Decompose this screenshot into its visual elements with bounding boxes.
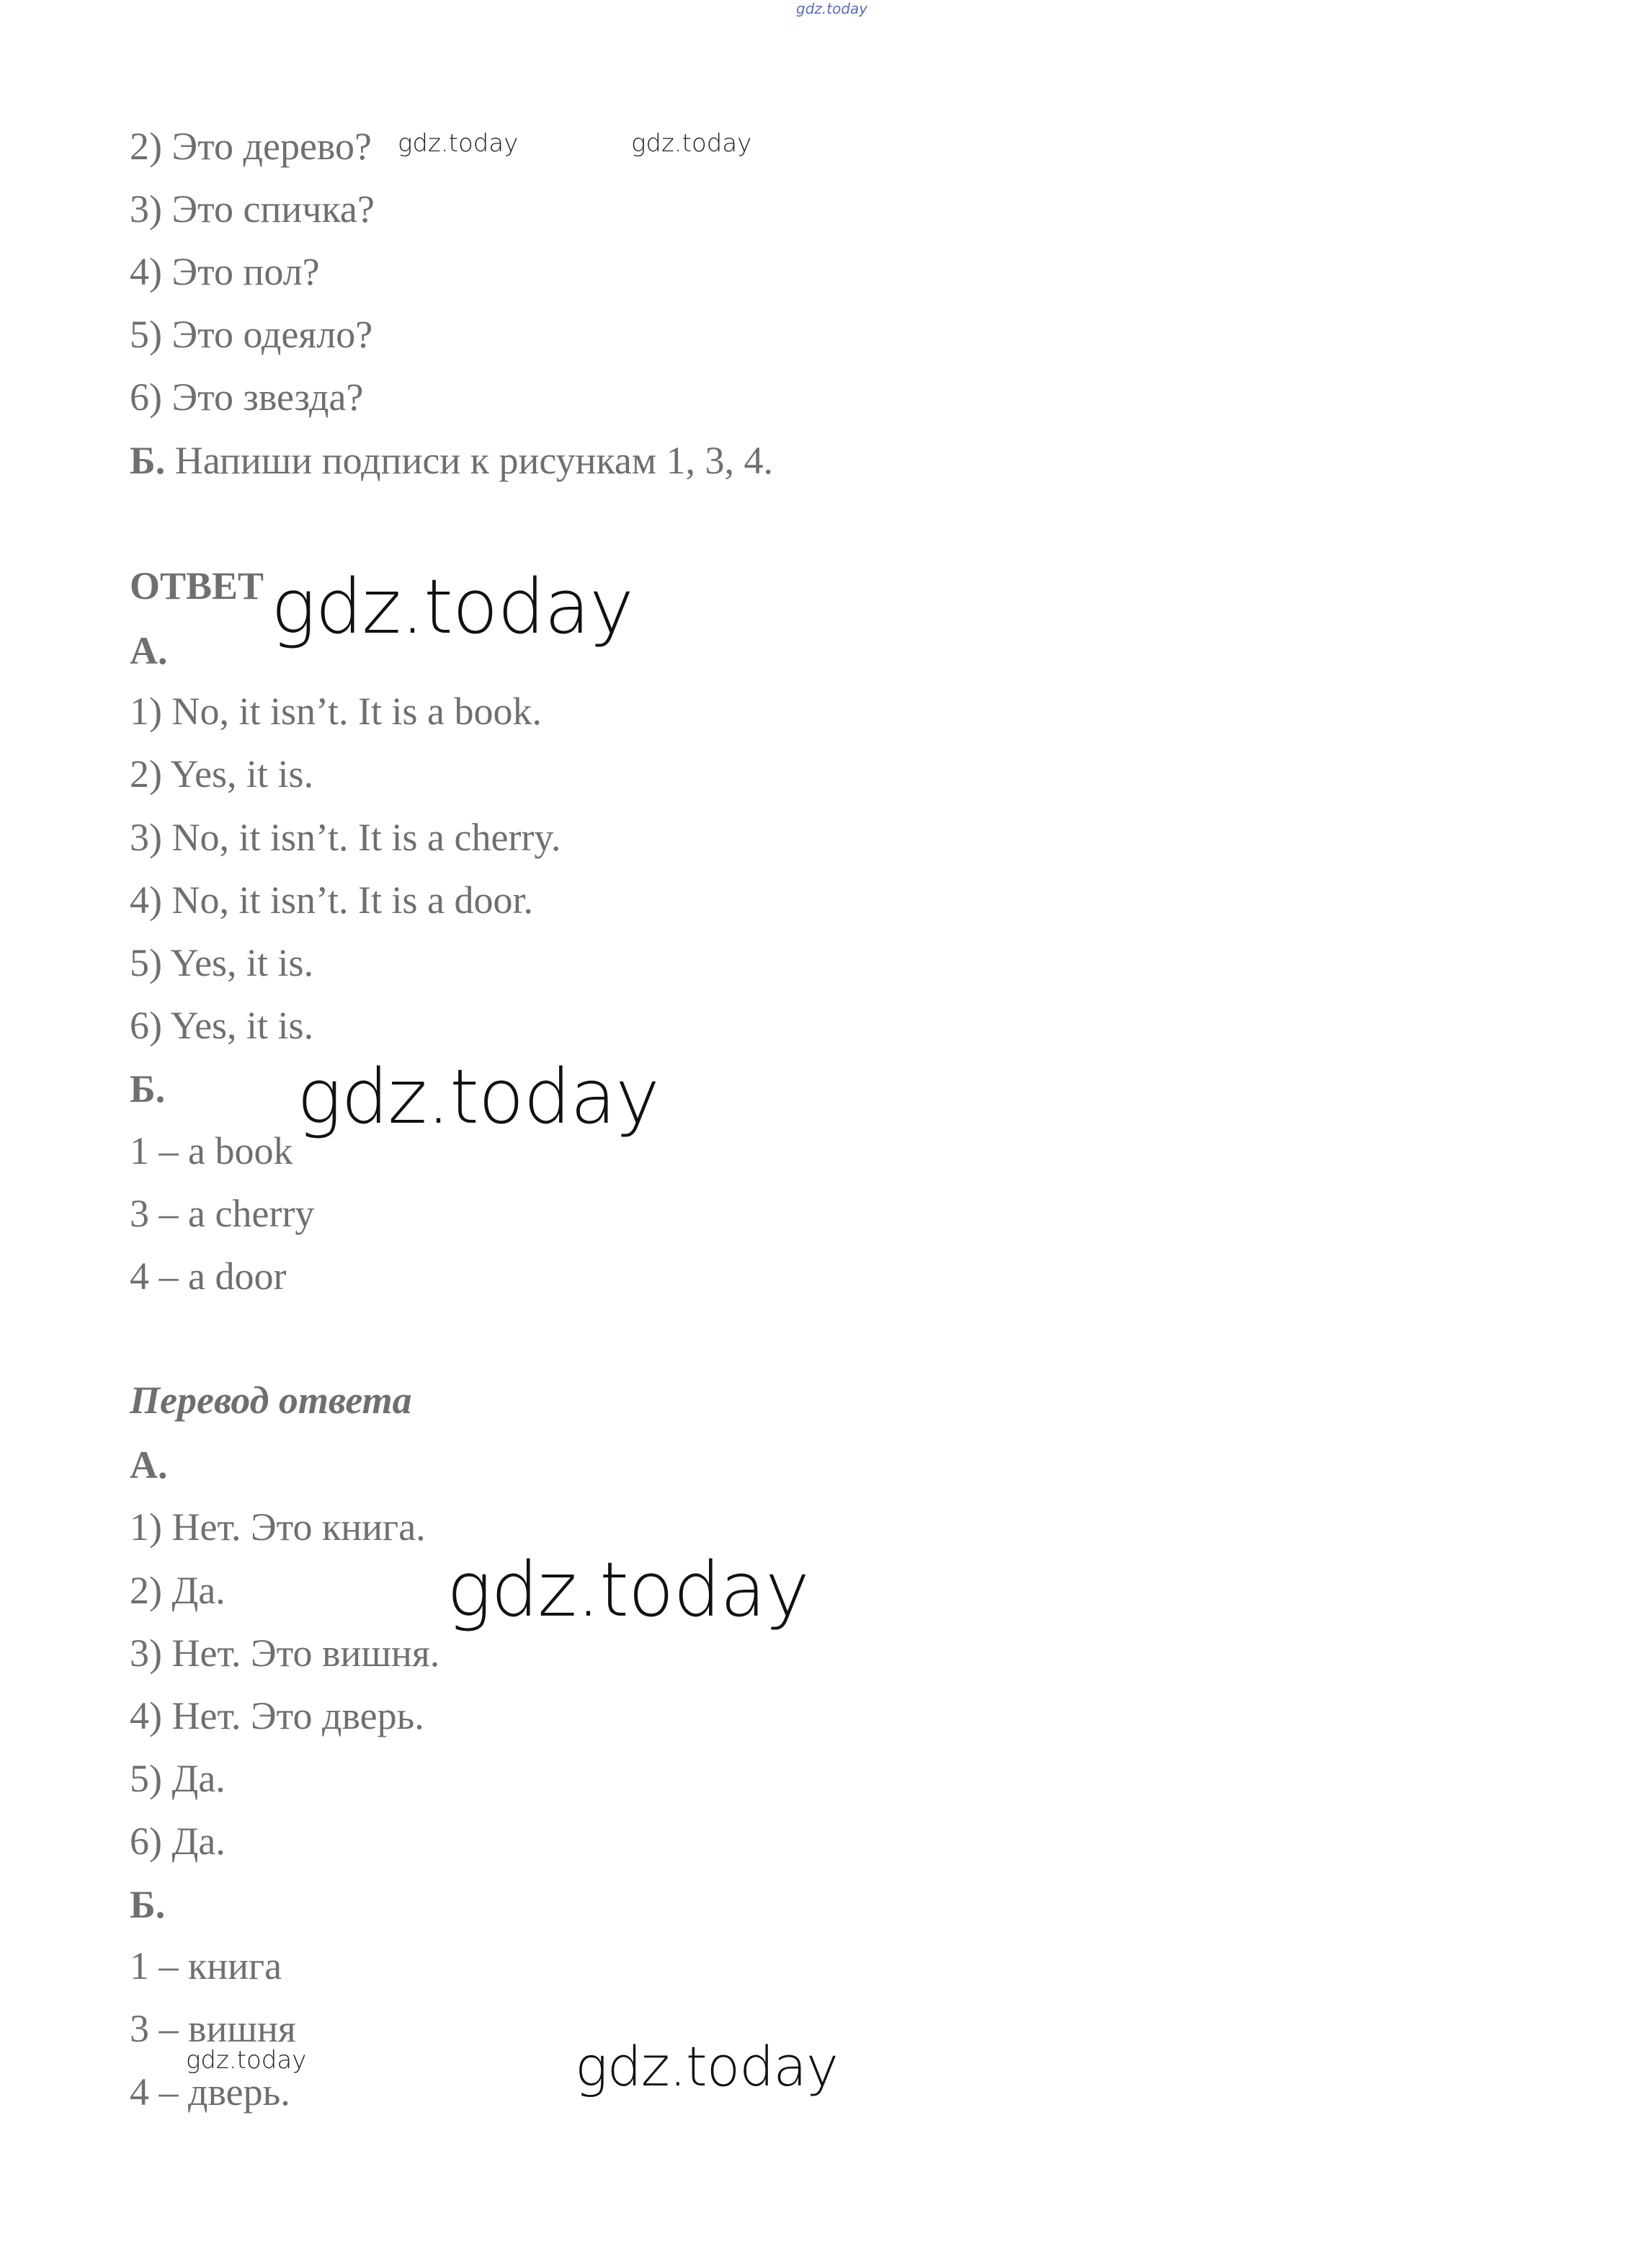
translation-a-6: 6) Да. [130,1820,226,1863]
translation-a-4: 4) Нет. Это дверь. [130,1694,424,1737]
answer-a-label: А. [130,629,168,672]
answer-a-5: 5) Yes, it is. [130,941,314,984]
translation-b-3: 3 – вишня [130,2007,296,2050]
answer-b-4: 4 – a door [130,1255,287,1298]
watermark-bottom-big: gdz.today [575,2034,838,2098]
task-b-label: Б. [130,439,166,482]
translation-a-3: 3) Нет. Это вишня. [130,1631,440,1675]
answer-heading: ОТВЕТ [130,564,264,607]
watermark-answer: gdz.today [271,563,633,651]
task-b [130,441,773,480]
watermark-translation: gdz.today [447,1546,809,1634]
translation-heading: Перевод ответа [130,1379,412,1422]
translation-b-label: Б. [130,1883,166,1926]
answer-a-3: 3) No, it isn’t. It is a cherry. [130,816,561,859]
watermark-question-b: gdz.today [631,129,752,158]
watermark-bottom-small: gdz.today [186,2046,307,2075]
answer-a-6: 6) Yes, it is. [130,1004,314,1047]
question-5: 5) Это одеяло? [130,313,373,356]
watermark-top: gdz.today [796,0,868,17]
question-2: 2) Это дерево? [130,125,372,168]
task-b-text: Напиши подписи к рисункам 1, 3, 4. [165,439,774,482]
answer-a-1: 1) No, it isn’t. It is a book. [130,690,542,733]
translation-a-2: 2) Да. [130,1569,226,1612]
answer-a-2: 2) Yes, it is. [130,752,314,796]
translation-b-4: 4 – дверь. [130,2070,290,2114]
answer-b-label: Б. [130,1067,166,1110]
answer-a-4: 4) No, it isn’t. It is a door. [130,878,533,922]
question-4: 4) Это пол? [130,250,320,293]
answer-b-3: 3 – a cherry [130,1192,315,1235]
question-3: 3) Это спичка? [130,187,375,231]
translation-a-5: 5) Да. [130,1757,226,1800]
answer-b-1: 1 – a book [130,1129,293,1172]
watermark-question-a: gdz.today [398,129,519,158]
question-6: 6) Это звезда? [130,375,364,419]
translation-a-1: 1) Нет. Это книга. [130,1505,426,1549]
translation-b-1: 1 – книга [130,1944,282,1987]
watermark-answer-b: gdz.today [297,1053,659,1141]
translation-a-label: А. [130,1443,168,1487]
